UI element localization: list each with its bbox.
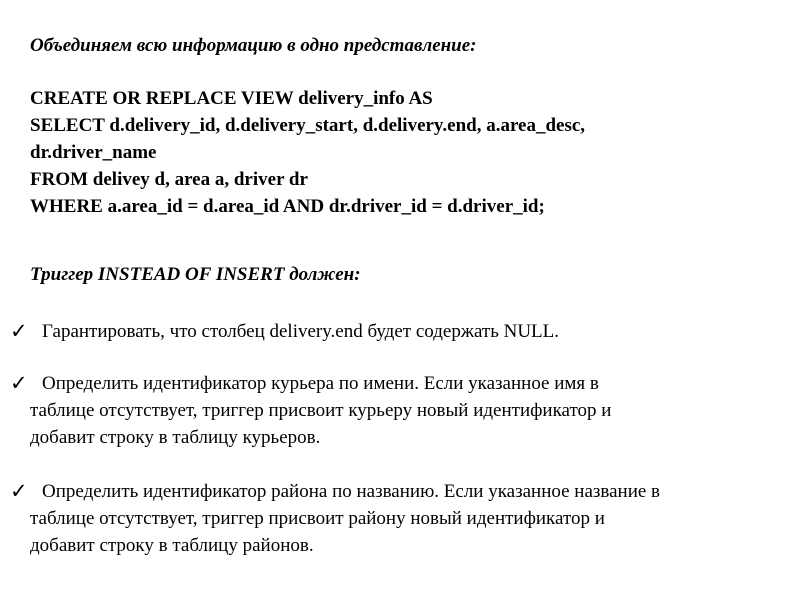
view-heading: Объединяем всю информацию в одно представление: [30,35,477,56]
sql-code-block [30,85,585,220]
checkmark-icon: ✓ [10,479,28,503]
code-line: CREATE OR REPLACE VIEW delivery_info AS [30,88,433,109]
code-line: FROM delivey d, area a, driver dr [30,169,308,190]
code-line: dr.driver_name [30,142,157,163]
list-item [10,478,780,559]
code-line: WHERE a.area_id = d.area_id AND dr.driver_id = d.driver_id; [30,196,545,217]
list-item [10,370,780,451]
bullet-text: таблице отсутствует, триггер присвоит району новый идентификатор и [30,508,605,529]
bullet-text: добавит строку в таблицу районов. [30,535,314,556]
trigger-heading: Триггер INSTEAD OF INSERT должен: [30,264,361,285]
code-line: SELECT d.delivery_id, d.delivery_start, d.delivery.end, a.area_desc, [30,115,586,136]
bullet-text: добавит строку в таблицу курьеров. [30,427,321,448]
bullet-text: Гарантировать, что столбец delivery.end будет содержать NULL. [42,321,560,342]
checkmark-icon: ✓ [10,319,28,343]
bullet-text: Определить идентификатор района по названию. Если указанное название в [42,481,661,502]
checkmark-icon: ✓ [10,371,28,395]
list-item [10,318,780,345]
bullet-text: таблице отсутствует, триггер присвоит курьеру новый идентификатор и [30,400,612,421]
bullet-text: Определить идентификатор курьера по имени. Если указанное имя в [42,373,599,394]
